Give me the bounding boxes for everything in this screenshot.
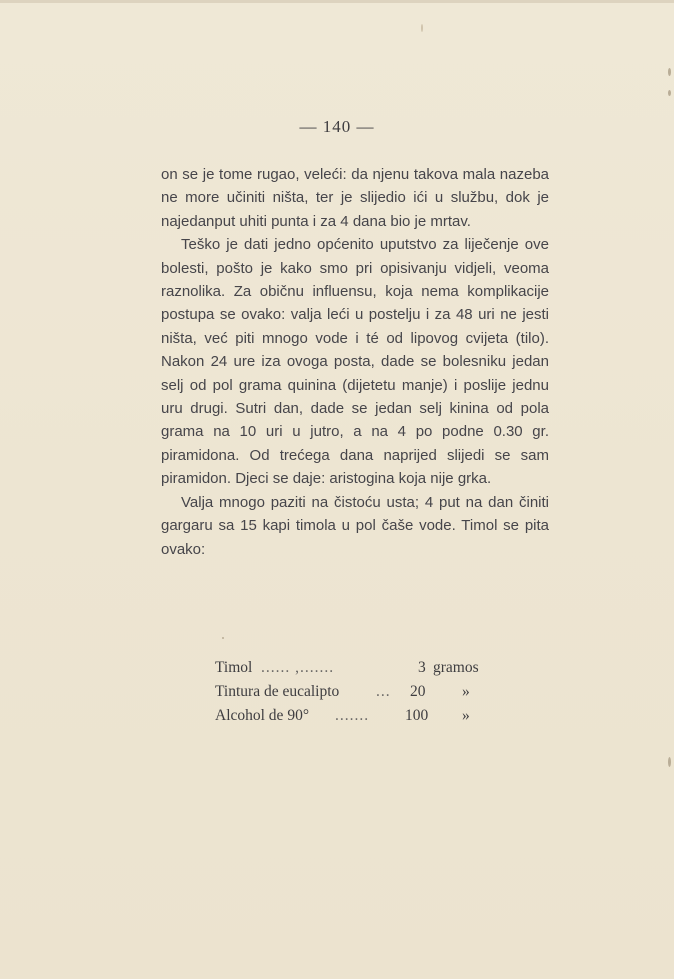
- recipe-ingredient: Timol: [215, 659, 253, 676]
- paragraph-3: Valja mnogo paziti na čistoću usta; 4 put na dan činiti gargaru sa 15 kapi timola u pol čaše vode. Timol se pita ovako:: [161, 493, 549, 558]
- recipe-unit: »: [462, 707, 470, 724]
- paper-speck: [668, 757, 671, 767]
- recipe-list: [215, 656, 515, 728]
- paragraph-1: on se je tome rugao, veleći: da njenu takova mala nazeba ne more učiniti ništa, ter je slijedio ići u službu, dok je najedanput uhiti punta i za 4 dana bio je mrtav.: [161, 166, 549, 230]
- recipe-quantity: 20: [410, 683, 426, 700]
- paper-speck: [421, 24, 423, 32]
- paper-speck: [222, 637, 224, 639]
- paragraph-2: Teško je dati jedno općenito uputstvo za liječenje ove bolesti, pošto je kako smo pri opisivanju vidjeli, veoma raznolika. Za običnu influensu, koja nema komplikacije postupa se ovako: valja leći u postelju i za 48 uri ne jesti ništa, već piti mnogo vode i té od lipovog cvijeta (tilo). Nakon 24 ure iza ovoga posta, dade se bolesniku jedan selj od pol grama quinina (dijetetu manje) i poslije jednu uru drugi. Sutri dan, dade se jedan selj kinina od pola grama na 10 uri u jutro, a na 4 po podne 0.30 gr. piramidona. Od trećega dana naprijed slijedi se sam piramidon. Djeci se daje: aristogina koja nije grka.: [161, 236, 549, 488]
- recipe-quantity: 100: [405, 707, 429, 724]
- recipe-row-timol: [215, 656, 515, 680]
- page-number: — 140 —: [299, 117, 375, 136]
- recipe-ingredient: Tintura de eucalipto: [215, 683, 340, 700]
- recipe-leader-dots: ...: [376, 683, 391, 700]
- recipe-leader-dots: .......: [335, 707, 370, 724]
- paper-speck: [668, 90, 671, 96]
- recipe-unit: gramos: [433, 659, 479, 676]
- recipe-unit: »: [462, 683, 470, 700]
- body-text: [161, 163, 549, 561]
- recipe-quantity: 3: [418, 659, 426, 676]
- recipe-row-alcohol: [215, 704, 515, 728]
- paper-speck: [668, 68, 671, 76]
- recipe-ingredient: Alcohol de 90°: [215, 707, 310, 724]
- page-top-edge: [0, 0, 674, 3]
- recipe-leader-dots: ...... ,.......: [261, 659, 335, 676]
- recipe-row-tintura: [215, 680, 515, 704]
